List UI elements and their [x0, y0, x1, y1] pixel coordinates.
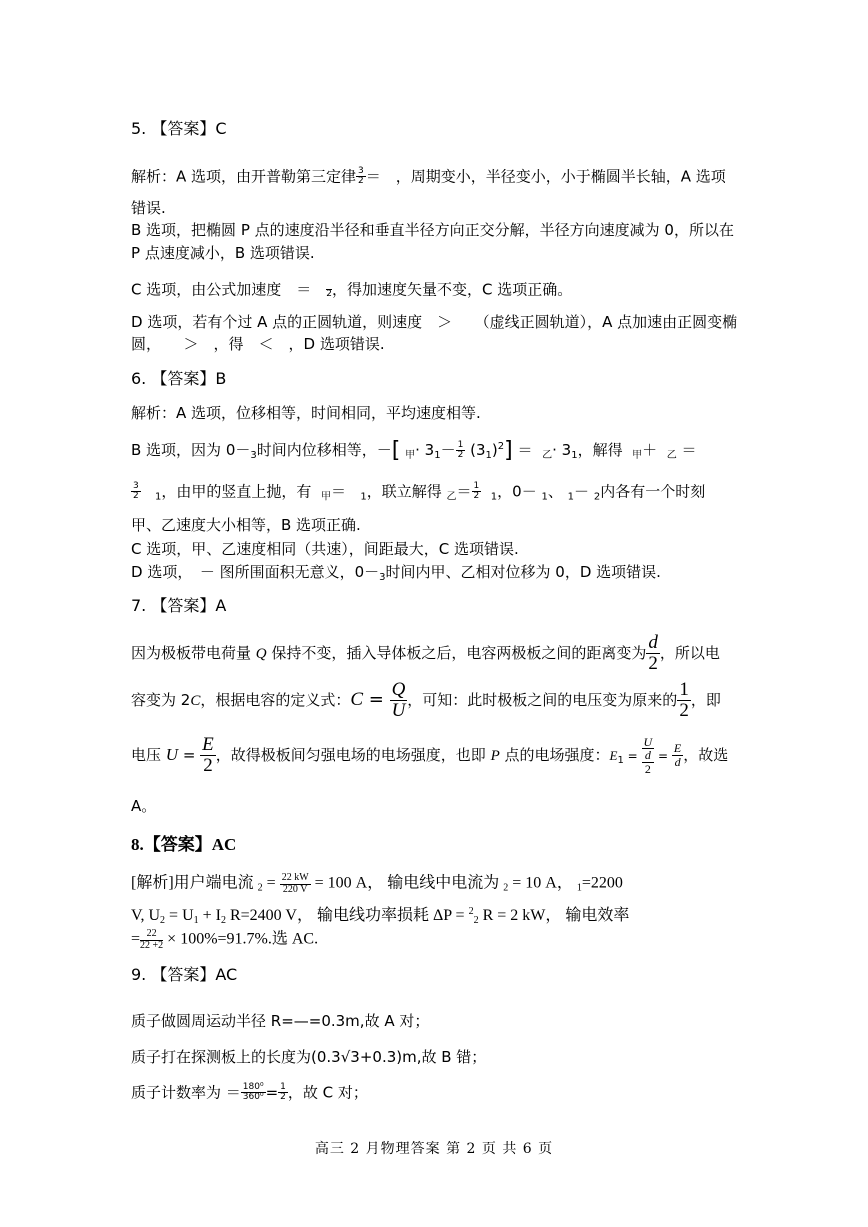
q9-heading	[131, 966, 237, 984]
q6-b1-sub-yi: 乙	[542, 450, 553, 461]
q9-l3-t2: ，故 C 对；	[287, 1083, 368, 1102]
q7-l3-eq3: =	[654, 749, 672, 763]
q6-b1-t4: (3	[470, 441, 486, 459]
q7-l3-ed-bot: d	[674, 755, 681, 769]
q6-b1-sub2: 1	[434, 450, 441, 461]
q6-b2-t3: ，0－	[497, 482, 537, 501]
q6-b2-frac-top: 3	[133, 481, 139, 491]
q6-b2-eq: ＝	[330, 482, 346, 501]
q6-b1-plus: ＋	[642, 441, 658, 459]
q6-b2-sub6: 2	[593, 491, 601, 503]
q8-l1-t4: =2200	[581, 874, 623, 892]
q7-l1-fraction	[646, 633, 660, 674]
q6-b2-t2: ，联立解得	[366, 482, 442, 501]
q6-b2-sub4: 1	[541, 491, 548, 503]
q9-l3-eq: =	[265, 1083, 279, 1102]
q8-l2-sub3: 2	[220, 915, 226, 926]
q8-l1-sub2: 2	[503, 882, 509, 894]
q5-d-line1: D 选项，若有个过 A 点的正圆轨道，则速度 ＞ （虚线正圆轨道），A 点加速由正圆变椭	[131, 313, 738, 331]
q9-line2	[131, 1048, 486, 1066]
q5-b-line1: B 选项，把椭圆 P 点的速度沿半径和垂直半径方向正交分解，半径方向速度减为 0，所以在	[131, 221, 734, 239]
q8-heading: 8.【答案】AC	[131, 835, 237, 854]
q6-b2-sub5: 1	[567, 491, 575, 503]
q7-l2-t1: 容变为 2	[131, 690, 191, 709]
q6-b2-half	[472, 482, 482, 502]
q9-l3-f1-bot: 360⁰	[242, 1092, 264, 1103]
q8-l2-sup: 2	[468, 906, 474, 917]
q6-b1-t1: B 选项，因为 0－	[131, 441, 251, 459]
q7-l3-ed-top: E	[673, 741, 682, 756]
q7-l2-t3: ，可知：此时极板之间的电压变为原来的	[407, 690, 678, 709]
q7-l3-e1-sub: 1	[617, 755, 624, 766]
q7-line3	[131, 735, 728, 781]
q6-b-line3: 甲、乙速度大小相等，B 选项正确.	[131, 516, 361, 534]
q6-b1-t2: 时间内位移相等，－	[256, 441, 392, 459]
q8-l1-fraction	[280, 873, 311, 895]
q8-l2-sub1: 2	[160, 915, 166, 926]
q8-l3-frac-bot: 22 +2	[140, 939, 164, 951]
q7-l2-fraction	[390, 680, 408, 721]
q7-l3-fraction	[200, 735, 216, 776]
q6-b2-sep: 、	[547, 482, 563, 501]
q7-l2-t4: ，即	[690, 690, 721, 709]
q8-line1	[131, 873, 623, 898]
q6-b1-t7: ，解得	[577, 441, 623, 459]
q6-b1-minus: －	[440, 441, 456, 459]
q7-l3-t1: 电压	[131, 746, 166, 764]
q7-l1-t3: ，所以电	[659, 643, 720, 662]
q6-d-line	[131, 563, 661, 587]
q6-b1-eq2: ＝	[681, 441, 697, 459]
q6-b2-half-bot: 2	[473, 491, 480, 502]
q9-l3-f2-bot: 2	[280, 1092, 286, 1103]
q7-l1-q: Q	[255, 645, 267, 662]
q8-l1-t2: = 100 A， 输电线中电流为	[310, 874, 500, 892]
q7-l3-u: U	[165, 745, 179, 764]
q5-c-frac-bot: 2	[326, 289, 332, 300]
q5-a-frac-bot: 2	[358, 176, 364, 187]
q6-b1-t6: · 3	[552, 441, 572, 459]
q6-b-line2	[131, 482, 705, 506]
q6-b2-t4: 内各有一个时刻	[600, 482, 706, 501]
q6-b2-sub-yi: 乙	[446, 491, 457, 503]
q6-b1-t3: · 3	[415, 441, 435, 459]
page-footer: 高三 2 月物理答案 第 2 页 共 6 页	[314, 1141, 554, 1157]
q5-line-a	[131, 167, 726, 187]
q7-heading	[131, 597, 226, 615]
q5-b-line2: P 点速度减小，B 选项错误.	[131, 244, 315, 262]
q7-l3-t2: ，故得极板间匀强电场的电场强度，也即	[215, 746, 491, 764]
q6-heading: 6. 【答案】B	[131, 369, 227, 388]
q7-l2-half-bot: 2	[679, 699, 689, 721]
q8-l3-t1: =	[131, 930, 141, 948]
q5-a-text1: 解析：A 选项，由开普勒第三定律	[131, 167, 357, 186]
q9-l2-t2: +0.3)m,故 B 错；	[359, 1048, 487, 1066]
q8-l1-sub3: 1	[576, 882, 582, 894]
q8-l1-t1: [解析]用户端电流	[131, 874, 254, 892]
q7-l2-eq-c: C	[350, 688, 364, 710]
q6-a-line: 解析：A 选项，位移相等，时间相同，平均速度相等.	[131, 404, 481, 422]
q7-l3-t3: 点的电场强度：	[499, 746, 610, 764]
q6-b1-sub-jia2: 甲	[632, 450, 643, 461]
q6-half-bot: 2	[457, 450, 464, 460]
q9-l3-t1: 质子计数率为 ＝	[131, 1083, 241, 1102]
q9-l2-t1: 质子打在探测板上的长度为(0.3	[131, 1048, 341, 1066]
q6-half-fraction	[456, 441, 466, 461]
q6-b2-sub-jia: 甲	[320, 491, 331, 503]
q8-l1-frac-top: 22 kW	[281, 872, 309, 883]
q7-l3-eq: =	[178, 746, 201, 764]
q6-half-top: 1	[457, 439, 464, 450]
q6-b2-fraction	[131, 482, 141, 502]
q6-d-t1: D 选项， － 图所围面积无意义，0－	[131, 563, 380, 581]
q9-l3-f2-top: 1	[280, 1082, 286, 1092]
q6-b2-t1: ，由甲的竖直上抛，有	[161, 482, 312, 501]
q8-l2-sub2: 1	[193, 915, 199, 926]
q7-l3-e1: E	[609, 748, 618, 763]
q9-l3-f1-top: 180⁰	[242, 1082, 264, 1092]
q7-line2	[131, 680, 721, 721]
q6-b1-sub-jia: 甲	[405, 450, 416, 461]
q5-line-c	[131, 280, 572, 300]
q5-c-text2: ，得加速度矢量不变，C 选项正确。	[331, 280, 573, 299]
q8-l1-t3: = 10 A，	[508, 874, 573, 892]
q7-l3-cf-bot: 2	[644, 761, 651, 776]
q7-l1-frac-bot: 2	[648, 652, 658, 674]
q6-c-line: C 选项，甲、乙速度相同（共速），间距最大，C 选项错误.	[131, 540, 519, 558]
q7-l3-t4: ，故选	[683, 746, 729, 764]
q6-b1-sub-yi2: 乙	[666, 450, 677, 461]
q8-l2-t1: V, U	[131, 907, 161, 924]
q8-l2-t2: = U	[165, 907, 194, 924]
q8-line2	[131, 903, 629, 930]
q7-l1-frac-top: d	[648, 632, 658, 653]
q6-b1-sub1: 3	[250, 450, 257, 461]
q6-d-sub: 3	[379, 572, 386, 583]
q6-b1-sup: 2	[497, 441, 505, 452]
q7-l3-ed-fraction	[672, 742, 683, 768]
q6-b2-sub3: 1	[490, 491, 498, 503]
q7-l3-eq2: =	[623, 749, 642, 763]
q6-b1-t5: )	[491, 441, 498, 459]
q7-l2-frac-top: Q	[391, 679, 406, 700]
q7-heading-text: 7. 【答案】A	[131, 596, 227, 615]
q6-b2-sub2: 1	[360, 491, 367, 503]
q6-b-line1	[131, 438, 696, 465]
q6-b2-eq2: ＝	[456, 482, 472, 501]
q7-l2-c: C	[190, 692, 201, 709]
q6-b1-sub4: 1	[571, 450, 578, 461]
q7-l1-t1: 因为极板带电荷量	[131, 643, 256, 662]
q6-b1-sub3: 1	[485, 450, 492, 461]
q6-d-t2: 时间内甲、乙相对位移为 0，D 选项错误.	[385, 563, 661, 581]
q7-l3-p: P	[490, 748, 500, 764]
q6-b2-sub1: 1	[155, 491, 162, 503]
q6-b1-eq: ＝	[517, 441, 533, 459]
q9-l3-fraction1	[241, 1083, 266, 1103]
q7-l3-frac-bot: 2	[203, 755, 213, 776]
q7-l3-cf-top: U	[643, 734, 653, 749]
q7-l3-cf-mid: d	[642, 749, 655, 763]
q6-b2-frac-bot: 2	[133, 491, 139, 502]
q7-l2-half	[677, 680, 691, 721]
q9-heading-text: 9. 【答案】AC	[131, 965, 238, 984]
q8-l2-t5: R = 2 kW， 输电效率	[478, 907, 630, 924]
q8-l3-t2: × 100%=91.7%.选 AC.	[163, 930, 319, 948]
q5-heading: 5. 【答案】C	[131, 119, 227, 138]
q7-line1	[131, 633, 720, 674]
q8-l2-sub4: 2	[473, 915, 479, 926]
q6-b2-minus: －	[574, 482, 590, 501]
q5-a-line2: 错误.	[131, 199, 166, 217]
q9-l3-fraction2	[278, 1083, 288, 1103]
q8-l1-sub: 2	[257, 882, 263, 894]
q7-l1-t2: 保持不变，插入导体板之后，电容两极板之间的距离变为	[266, 643, 647, 662]
q7-line4: A。	[131, 797, 157, 815]
q6-b2-half-top: 1	[473, 481, 480, 491]
q5-a-fraction	[356, 167, 366, 187]
q8-line3	[131, 929, 318, 951]
q8-l1-eq: =	[262, 874, 280, 892]
q7-l2-half-top: 1	[679, 679, 689, 700]
q7-l2-eq: =	[363, 688, 390, 710]
q5-a-text2: ＝ ，周期变小，半径变小，小于椭圆半长轴，A 选项	[365, 167, 726, 186]
q9-line3	[131, 1083, 368, 1103]
q5-d-line2: 圆， ＞ ，得 ＜ ，D 选项错误.	[131, 335, 385, 353]
q8-l2-t3: + I	[198, 907, 221, 924]
q7-l2-frac-bot: U	[391, 699, 406, 721]
q8-l3-frac-top: 22	[140, 929, 163, 941]
q8-l1-frac-bot: 220 V	[282, 883, 308, 895]
q7-l3-compound-fraction	[642, 736, 655, 776]
q7-l3-frac-top: E	[202, 734, 214, 756]
q6-bracket-open: [	[391, 438, 401, 463]
q7-l2-t2: ，根据电容的定义式：	[200, 690, 351, 709]
q9-line1: 质子做圆周运动半径 R=—=0.3m,故 A 对；	[131, 1012, 430, 1030]
q6-bracket-close: ]	[504, 438, 513, 463]
q8-l2-t4: R=2400 V， 输电线功率损耗 ΔP =	[225, 907, 469, 924]
q8-l3-fraction	[140, 929, 163, 951]
q5-c-text1: C 选项，由公式加速度 ＝	[131, 280, 327, 299]
q9-l2-sqrt: √3	[340, 1048, 360, 1066]
q5-a-frac-top: 3	[358, 166, 364, 176]
